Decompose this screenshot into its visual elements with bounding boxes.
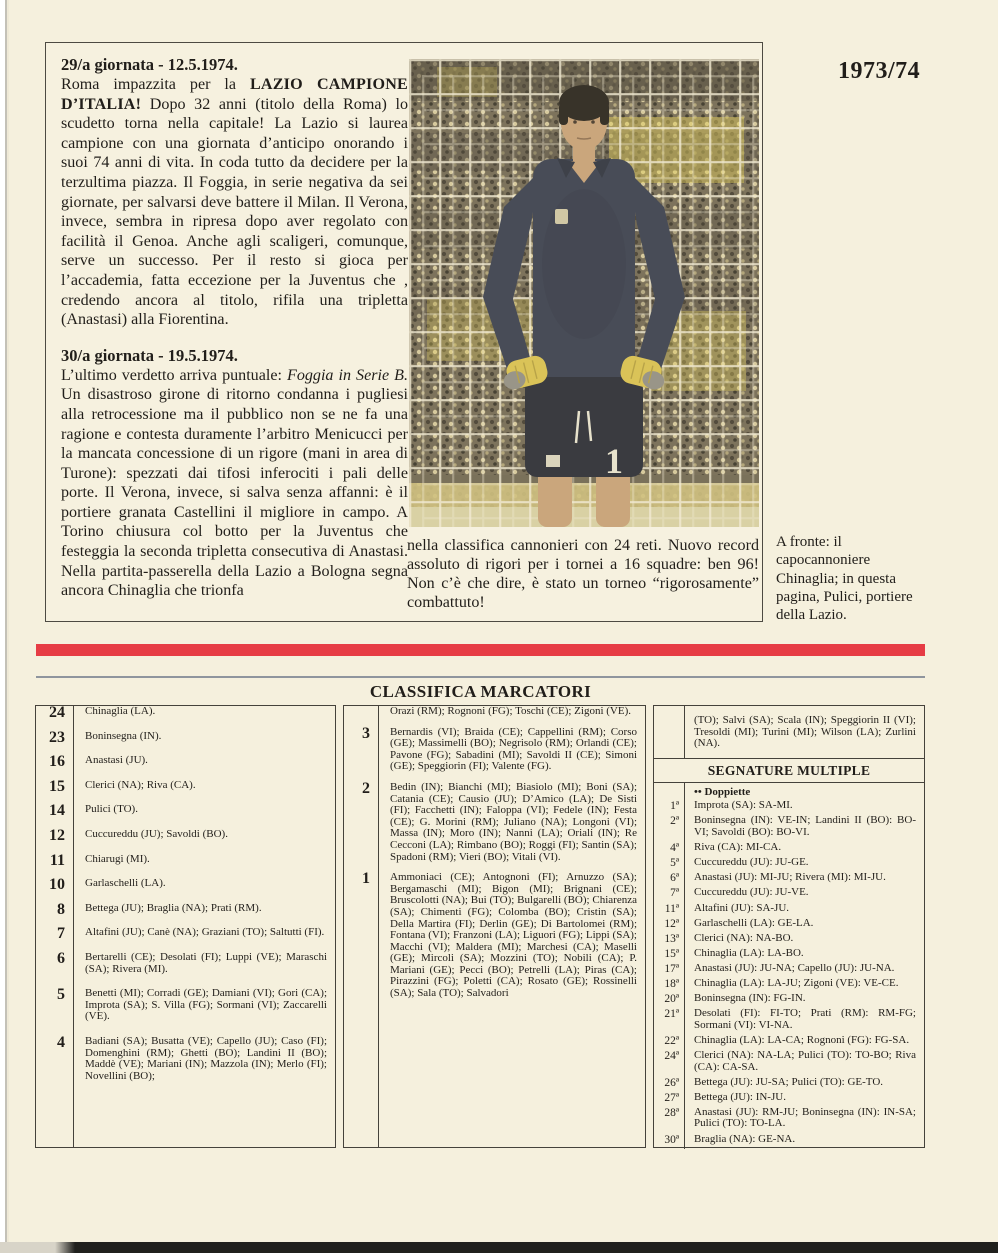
doppietta-detail: Chinaglia (LA): LA-JU; Zigoni (VE): VE-CE. xyxy=(694,977,899,989)
doppietta-detail: Bettega (JU): JU-SA; Pulici (TO): GE-TO. xyxy=(694,1075,884,1088)
goals-count: 2 xyxy=(344,782,379,872)
doppietta-detail: Boninsegna (IN): VE-IN; Landini II (BO): BO-VI; Savoldi (BO): BO-VI. xyxy=(694,814,916,839)
doppietta-detail: Desolati (FI): FI-TO; Prati (RM): RM-FG; Sormani (VI): VI-NA. xyxy=(694,1007,916,1031)
matchday-ordinal: 28ª xyxy=(654,1107,685,1134)
season-label: 1973/74 xyxy=(838,58,921,84)
goals-count: 14 xyxy=(36,804,74,829)
goals-count: 6 xyxy=(36,952,74,988)
match-report-box xyxy=(45,42,763,622)
scorer-row xyxy=(36,755,335,780)
scorers-column-2 xyxy=(343,705,646,1148)
match-report-text xyxy=(61,55,408,617)
scorer-row xyxy=(36,706,335,731)
matchday-ordinal: 13ª xyxy=(654,933,685,948)
doppietta-row xyxy=(654,842,924,857)
doppietta-row xyxy=(654,1107,924,1134)
doppietta-row xyxy=(654,993,924,1008)
scorers-title: CLASSIFICA MARCATORI xyxy=(369,682,592,701)
scorer-names: Bernardis (VI); Braida (CE); Cappellini (RM); Corso (GE); Massimelli (BO); Negrisolo (RM); Orlandi (CE); Pavone (FG); Sabadini (MI); Savoldi II (CE); Simoni (GE); Speggiorin (FI); Valente (FG). xyxy=(390,725,637,773)
goals-count: 15 xyxy=(36,780,74,805)
doppietta-detail: Clerici (NA): NA-BO. xyxy=(694,931,794,944)
thin-divider xyxy=(36,676,925,678)
scorer-names: Chinaglia (LA). xyxy=(85,705,156,717)
doppietta-detail: Chinaglia (LA): LA-BO. xyxy=(694,946,804,959)
doppiette-list xyxy=(654,800,924,1148)
doppietta-detail: Braglia (NA): GE-NA. xyxy=(694,1132,796,1145)
doppiette-label-row xyxy=(654,783,924,801)
doppietta-row xyxy=(654,857,924,872)
goals-count: 11 xyxy=(36,854,74,879)
goalkeeper-photo-illustration xyxy=(409,59,759,527)
scorer-names: Altafini (JU); Canè (NA); Graziani (TO); Saltutti (FI). xyxy=(85,926,325,939)
photo-side-caption: A fronte: il capocannoniere Chinaglia; in questa pagina, Pulici, portiere della Lazio. xyxy=(776,534,913,624)
scorer-row xyxy=(36,851,335,879)
matchday-ordinal: 6ª xyxy=(654,872,685,887)
doppietta-row xyxy=(654,800,924,815)
doppietta-row xyxy=(654,1134,924,1149)
scorer-row xyxy=(36,949,335,988)
doppietta-row xyxy=(654,1092,924,1107)
scorer-row xyxy=(36,777,335,805)
matchday-ordinal: 4ª xyxy=(654,842,685,857)
doppietta-row xyxy=(654,1035,924,1050)
doppietta-row xyxy=(654,903,924,918)
scorer-row xyxy=(36,900,335,928)
doppietta-row xyxy=(654,933,924,948)
doppietta-row xyxy=(654,815,924,842)
segnature-multiple-header: SEGNATURE MULTIPLE xyxy=(654,758,924,783)
matchday-ordinal: 20ª xyxy=(654,993,685,1008)
doppietta-row xyxy=(654,948,924,963)
doppiette-label: •• Doppiette xyxy=(694,785,751,798)
scorer-names: Benetti (MI); Corradi (GE); Damiani (VI); Gori (CA); Improta (SA); S. Villa (FG); Sormani (VI); Zaccarelli (VE). xyxy=(85,987,327,1023)
scorer-names: Clerici (NA); Riva (CA). xyxy=(85,778,196,791)
report-continuation: nella classifica cannonieri con 24 reti. Nuovo record assoluto di rigori per i tornei a 16 squadre: ben 96! Non c’è che dire, è stato un torneo “rigorosamente” combattuto! xyxy=(407,537,759,611)
doppietta-detail: Riva (CA): MI-CA. xyxy=(694,841,782,854)
scorer-names: Cuccureddu (JU); Savoldi (BO). xyxy=(85,827,228,840)
matchday-ordinal: 22ª xyxy=(654,1035,685,1050)
doppietta-row xyxy=(654,872,924,887)
doppietta-detail: Anastasi (JU): MI-JU; Rivera (MI): MI-JU. xyxy=(694,871,886,884)
scorer-names: (TO); Salvi (SA); Scala (IN); Speggiorin II (VI); Tresoldi (MI); Turini (MI); Wilson (LA); Zurlini (NA). xyxy=(694,714,916,750)
goals-count: 24 xyxy=(36,706,74,731)
doppietta-detail: Cuccureddu (JU): JU-VE. xyxy=(694,886,809,899)
doppietta-detail: Clerici (NA): NA-LA; Pulici (TO): TO-BO; Riva (CA): CA-SA. xyxy=(694,1048,916,1073)
scorer-row xyxy=(344,724,645,782)
svg-text:1: 1 xyxy=(605,441,623,481)
doppietta-detail: Boninsegna (IN): FG-IN. xyxy=(694,992,806,1005)
scorer-row xyxy=(36,988,335,1036)
goalkeeper-photo xyxy=(409,59,759,527)
doppietta-row xyxy=(654,978,924,993)
doppietta-detail: Bettega (JU): IN-JU. xyxy=(694,1090,786,1103)
doppietta-row xyxy=(654,1077,924,1092)
doppietta-row xyxy=(654,1008,924,1035)
red-divider xyxy=(36,644,925,656)
doppietta-row xyxy=(654,918,924,933)
scorer-row xyxy=(344,706,645,727)
matchday-ordinal: 5ª xyxy=(654,857,685,872)
ordinal xyxy=(654,783,685,801)
book-bottom-edge xyxy=(0,1242,998,1253)
doppietta-detail: Cuccureddu (JU): JU-GE. xyxy=(694,856,809,869)
doppietta-detail: Anastasi (JU): JU-NA; Capello (JU): JU-NA. xyxy=(694,961,895,974)
matchday-ordinal: 15ª xyxy=(654,948,685,963)
scorer-row xyxy=(344,872,645,1147)
matchday-ordinal: 7ª xyxy=(654,887,685,902)
matchday-ordinal: 26ª xyxy=(654,1077,685,1092)
goals-count: 8 xyxy=(36,903,74,928)
giornata-30-paragraph xyxy=(61,366,408,601)
scorer-names: Anastasi (JU). xyxy=(85,754,148,767)
scorers-column-1 xyxy=(35,705,336,1148)
scorer-names: Pulici (TO). xyxy=(85,803,138,816)
goals-count: 1 xyxy=(344,872,379,1147)
goals-count: 23 xyxy=(36,731,74,756)
goals-count: 5 xyxy=(36,988,74,1036)
scorer-row xyxy=(36,927,335,952)
matchday-ordinal: 12ª xyxy=(654,918,685,933)
giornata-29-paragraph xyxy=(61,75,408,330)
scorer-names: Garlaschelli (LA). xyxy=(85,877,166,890)
paragraph-text: L’ultimo verdetto arriva puntuale: xyxy=(61,366,287,384)
matchday-ordinal: 11ª xyxy=(654,903,685,918)
matchday-ordinal: 18ª xyxy=(654,978,685,993)
scorer-names: Bertarelli (CE); Desolati (FI); Luppi (VE); Maraschi (SA); Rivera (MI). xyxy=(85,950,327,975)
matchday-ordinal: 27ª xyxy=(654,1092,685,1107)
matchday-ordinal: 21ª xyxy=(654,1008,685,1035)
scorer-names: Bedin (IN); Bianchi (MI); Biasiolo (MI); Boni (SA); Catania (CE); Causio (JU); D’Amico (LA); De Sisti (FI); Facchetti (IN); Faloppa (VI); Fedele (IN); Festa (CE); G. Morini (RM); Juliano (NA); Longoni (VI); Massa (IN); Moro (IN); Nanni (LA); Oriali (IN); Re Cecconi (LA); Rimbano (BO); Roggi (FI); Santin (SA); Spadoni (RM); Vieri (BO); Vitali (VI). xyxy=(390,780,637,863)
scorer-names: Bettega (JU); Braglia (NA); Prati (RM). xyxy=(85,901,262,914)
scorer-row xyxy=(36,826,335,854)
scorer-names: Chiarugi (MI). xyxy=(85,852,150,865)
doppietta-row xyxy=(654,963,924,978)
scorer-names: Ammoniaci (CE); Antognoni (FI); Arnuzzo (SA); Bergamaschi (MI); Bigon (MI); Brignani (CE); Bruscolotti (NA); Bui (TO); Bulgarelli (BO); Chiarenza (SA); Chimenti (FG); Colomba (BO); Cristin (SA); Della Martira (FI); Derlin (GE); Di Bartolomei (RM); Fontana (VI); Franzoni (LA); Liguori (FG); Lippi (SA); Macchi (VI); Maldera (MI); Marchesi (CA); Maselli (GE); Mircoli (SA); Mozzini (TO); Nobili (CA); P. Mariani (GE); Pecci (BO); Petrelli (LA); Piras (CA); Pirazzini (FG); Poletti (CA); Rosato (GE); Rossinelli (SA); Sala (TO); Salvadori xyxy=(390,871,637,1000)
doppietta-detail: Anastasi (JU): RM-JU; Boninsegna (IN): IN-SA; Pulici (TO): TO-LA. xyxy=(694,1105,916,1130)
matchday-ordinal: 17ª xyxy=(654,963,685,978)
scorer-names: Badiani (SA); Busatta (VE); Capello (JU); Caso (FI); Domenghini (RM); Ghetti (BO); Landini II (BO); Maddè (VE); Mariani (IN); Mazzola (IN); Merlo (FI); Novellini (BO); xyxy=(85,1034,327,1082)
scorer-row xyxy=(36,1033,335,1147)
scorer-row xyxy=(36,878,335,903)
scorer-row xyxy=(344,779,645,872)
goals-count: 3 xyxy=(344,727,379,782)
goals-count: 16 xyxy=(36,755,74,780)
doppietta-row xyxy=(654,1050,924,1077)
scorer-row xyxy=(36,804,335,829)
scorer-row xyxy=(36,728,335,756)
scorer-names: Orazi (RM); Rognoni (FG); Toschi (CE); Zigoni (VE). xyxy=(390,705,631,717)
doppietta-detail: Improta (SA): SA-MI. xyxy=(694,799,793,812)
paragraph-text: Un disastroso girone di ritorno condanna i pugliesi alla retrocessione ma il pubblico non se ne fa una ragione e contesta duramente l’arbitro Menicucci per la mancata concessione di un rigore (mani in area di Turone): spezzati dai tifosi inferociti i pali delle porte. Il Verona, invece, si salva senza affanni: è il portiere granata Castellini il migliore in campo. A Torino chiusura col botto per la Juventus che festeggia la seconda tripletta consecutiva di Anastasi. Nella partita-passerella della Lazio a Bologna segna ancora Chinaglia che trionfa xyxy=(61,386,408,600)
goals-count xyxy=(654,706,685,758)
goals-count: 10 xyxy=(36,878,74,903)
goals-count: 7 xyxy=(36,927,74,952)
scorer-names: Boninsegna (IN). xyxy=(85,729,162,742)
giornata-30-heading: 30/a giornata - 19.5.1974. xyxy=(61,345,238,365)
matchday-ordinal: 30ª xyxy=(654,1134,685,1149)
paragraph-italic-text: Foggia in Serie B. xyxy=(286,366,408,384)
doppietta-detail: Chinaglia (LA): LA-CA; Rognoni (FG): FG-SA. xyxy=(694,1033,910,1046)
scorers-column-3 xyxy=(653,705,925,1148)
page-left-edge xyxy=(0,0,11,1253)
paragraph-bold-text: LAZIO CAMPIONE D’ITALIA! xyxy=(61,76,408,113)
doppietta-detail: Garlaschelli (LA): GE-LA. xyxy=(694,916,814,929)
doppietta-row xyxy=(654,887,924,902)
scorer-row-overflow xyxy=(654,706,924,758)
giornata-29-heading: 29/a giornata - 12.5.1974. xyxy=(61,55,238,74)
goals-count: 4 xyxy=(36,1036,74,1147)
matchday-ordinal: 2ª xyxy=(654,815,685,842)
goals-count xyxy=(344,706,379,727)
paragraph-text: Roma impazzita per la xyxy=(61,76,250,93)
matchday-ordinal: 24ª xyxy=(654,1050,685,1077)
paragraph-text: Dopo 32 anni (titolo della Roma) lo scudetto torna nella capitale! La Lazio si laurea campione con una giornata d’anticipo onorando i suoi 74 anni di vita. In coda tutto da decidere per la terzultima piazza. Il Foggia, in serie negativa da sei giornate, per salvarsi deve battere il Milan. Il Verona, invece, sembra in ripresa dopo aver regolato con facilità il Genoa. Anche agli scaligeri, comunque, serve un successo. Per il resto si gioca per l’accademia, fatta eccezione per la Juventus che , credendo ancora al titolo, rifila una tripletta (Anastasi) alla Fiorentina. xyxy=(61,95,408,329)
matchday-ordinal: 1ª xyxy=(654,800,685,815)
doppietta-detail: Altafini (JU): SA-JU. xyxy=(694,901,790,914)
goals-count: 12 xyxy=(36,829,74,854)
